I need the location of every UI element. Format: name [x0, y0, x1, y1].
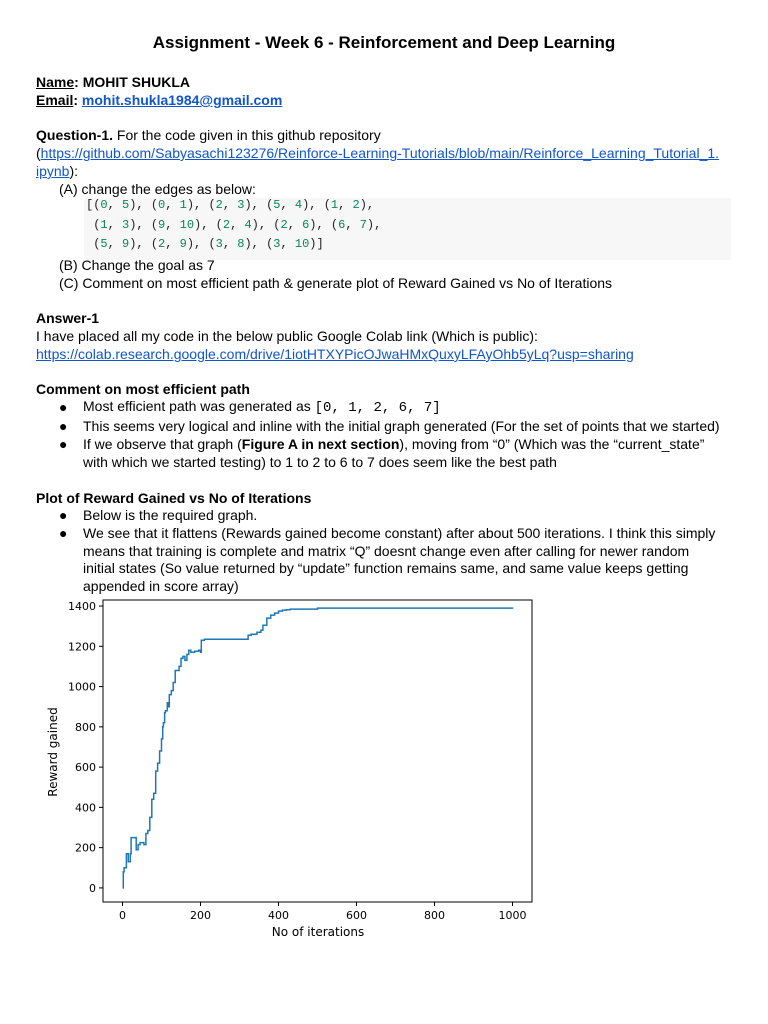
y-tick-label: 800 [75, 720, 96, 734]
bullet: ● [59, 418, 68, 434]
question-line [36, 126, 381, 144]
email-colon: : [73, 92, 82, 108]
y-tick-label: 1400 [68, 600, 96, 614]
figure-reference: Figure A in next section [241, 436, 400, 452]
close-paren: ): [69, 163, 79, 179]
x-axis-label: No of iterations [271, 925, 365, 939]
x-tick-label: 1000 [498, 909, 527, 922]
y-tick-label: 1000 [68, 680, 96, 694]
comment-b3-post: ), moving from “0” (Which was the “current_state” [399, 436, 705, 452]
email-line [36, 91, 282, 109]
question-label: Question-1. [36, 127, 114, 143]
answer-text: I have placed all my code in the below public Google Colab link (Which is public): [36, 328, 538, 344]
email-label: Email [36, 92, 74, 108]
document-title: Assignment - Week 6 - Reinforcement and Deep Learning [152, 33, 616, 52]
name-line [36, 73, 190, 91]
name-label: Name [36, 74, 75, 90]
comment-heading: Comment on most efficient path [36, 381, 250, 397]
email-link[interactable]: mohit.shukla1984@gmail.com [81, 92, 283, 108]
bullet: ● [59, 399, 68, 415]
plot-bullet-2-line-1: We see that it flattens (Rewards gained become constant) after about 500 iterations. I think this simply [83, 525, 716, 541]
x-tick-label: 0 [119, 909, 126, 922]
colab-link[interactable]: https://colab.research.google.com/drive/1iotHTXYPicOJwaHMxQuxyLFAyOhb5yLq?usp=sharing [36, 346, 634, 362]
x-tick-label: 600 [346, 909, 367, 922]
comment-bullet-3-line-2: with which we started testing) to 1 to 2 to 6 to 7 does seem like the best path [83, 454, 557, 470]
y-tick-label: 0 [89, 881, 96, 895]
comment-b3-pre: If we observe that graph ( [83, 436, 242, 452]
plot-bullet-2-line-4: appended in score array) [83, 578, 239, 594]
plot-heading: Plot of Reward Gained vs No of Iterations [36, 490, 312, 506]
plot-bullet-2-line-3: initial states (So value returned by “update” function remains same, and same value keeps getting [83, 560, 689, 576]
bullet: ● [59, 525, 68, 541]
y-axis-label: Reward gained [46, 707, 60, 797]
comment-bullet-2: This seems very logical and inline with the initial graph generated (For the set of points that we started) [83, 418, 720, 434]
code-line: (1, 3), (9, 10), (2, 4), (2, 6), (6, 7), [86, 218, 382, 232]
question-part-b: (B) Change the goal as 7 [59, 257, 215, 273]
question-text: For the code given in this github repository [113, 127, 381, 143]
github-link-continued[interactable]: ipynb [36, 163, 70, 179]
answer-heading: Answer-1 [36, 310, 100, 326]
comment-b1-text: Most efficient path was generated as [83, 398, 315, 414]
bullet: ● [59, 507, 68, 523]
plot-frame [103, 600, 532, 902]
name-value: : MOHIT SHUKLA [74, 74, 191, 90]
reward-chart [0, 590, 768, 950]
question-part-a: (A) change the edges as below: [59, 181, 256, 197]
open-paren: ( [36, 145, 41, 161]
reward-series-line [123, 607, 513, 888]
code-line: (5, 9), (2, 9), (3, 8), (3, 10)] [86, 237, 324, 251]
y-tick-label: 600 [75, 761, 96, 775]
github-link-line-2 [36, 162, 78, 180]
github-link[interactable]: https://github.com/Sabyasachi123276/Reinforce-Learning-Tutorials/blob/main/Reinforce_Learning_Tutorial_1. [40, 145, 720, 161]
plot-bullet-2-line-2: means that training is complete and matrix “Q” doesnt change even after calling for newer random [83, 543, 690, 559]
code-line: [(0, 5), (0, 1), (2, 3), (5, 4), (1, 2), [86, 198, 375, 212]
y-tick-label: 400 [75, 801, 96, 815]
plot-bullet-1: Below is the required graph. [83, 507, 258, 523]
x-tick-label: 400 [268, 909, 289, 922]
question-part-c: (C) Comment on most efficient path & generate plot of Reward Gained vs No of Iterations [59, 275, 613, 291]
x-tick-label: 200 [190, 909, 211, 922]
colab-link-line [36, 345, 634, 363]
y-tick-label: 200 [75, 841, 96, 855]
x-tick-label: 800 [424, 909, 445, 922]
comment-bullet-1 [83, 398, 733, 418]
bullet: ● [59, 436, 68, 452]
path-code: [0, 1, 2, 6, 7] [314, 400, 441, 416]
comment-bullet-3 [83, 436, 733, 454]
y-tick-label: 1200 [68, 640, 96, 654]
github-link-line [36, 144, 719, 162]
